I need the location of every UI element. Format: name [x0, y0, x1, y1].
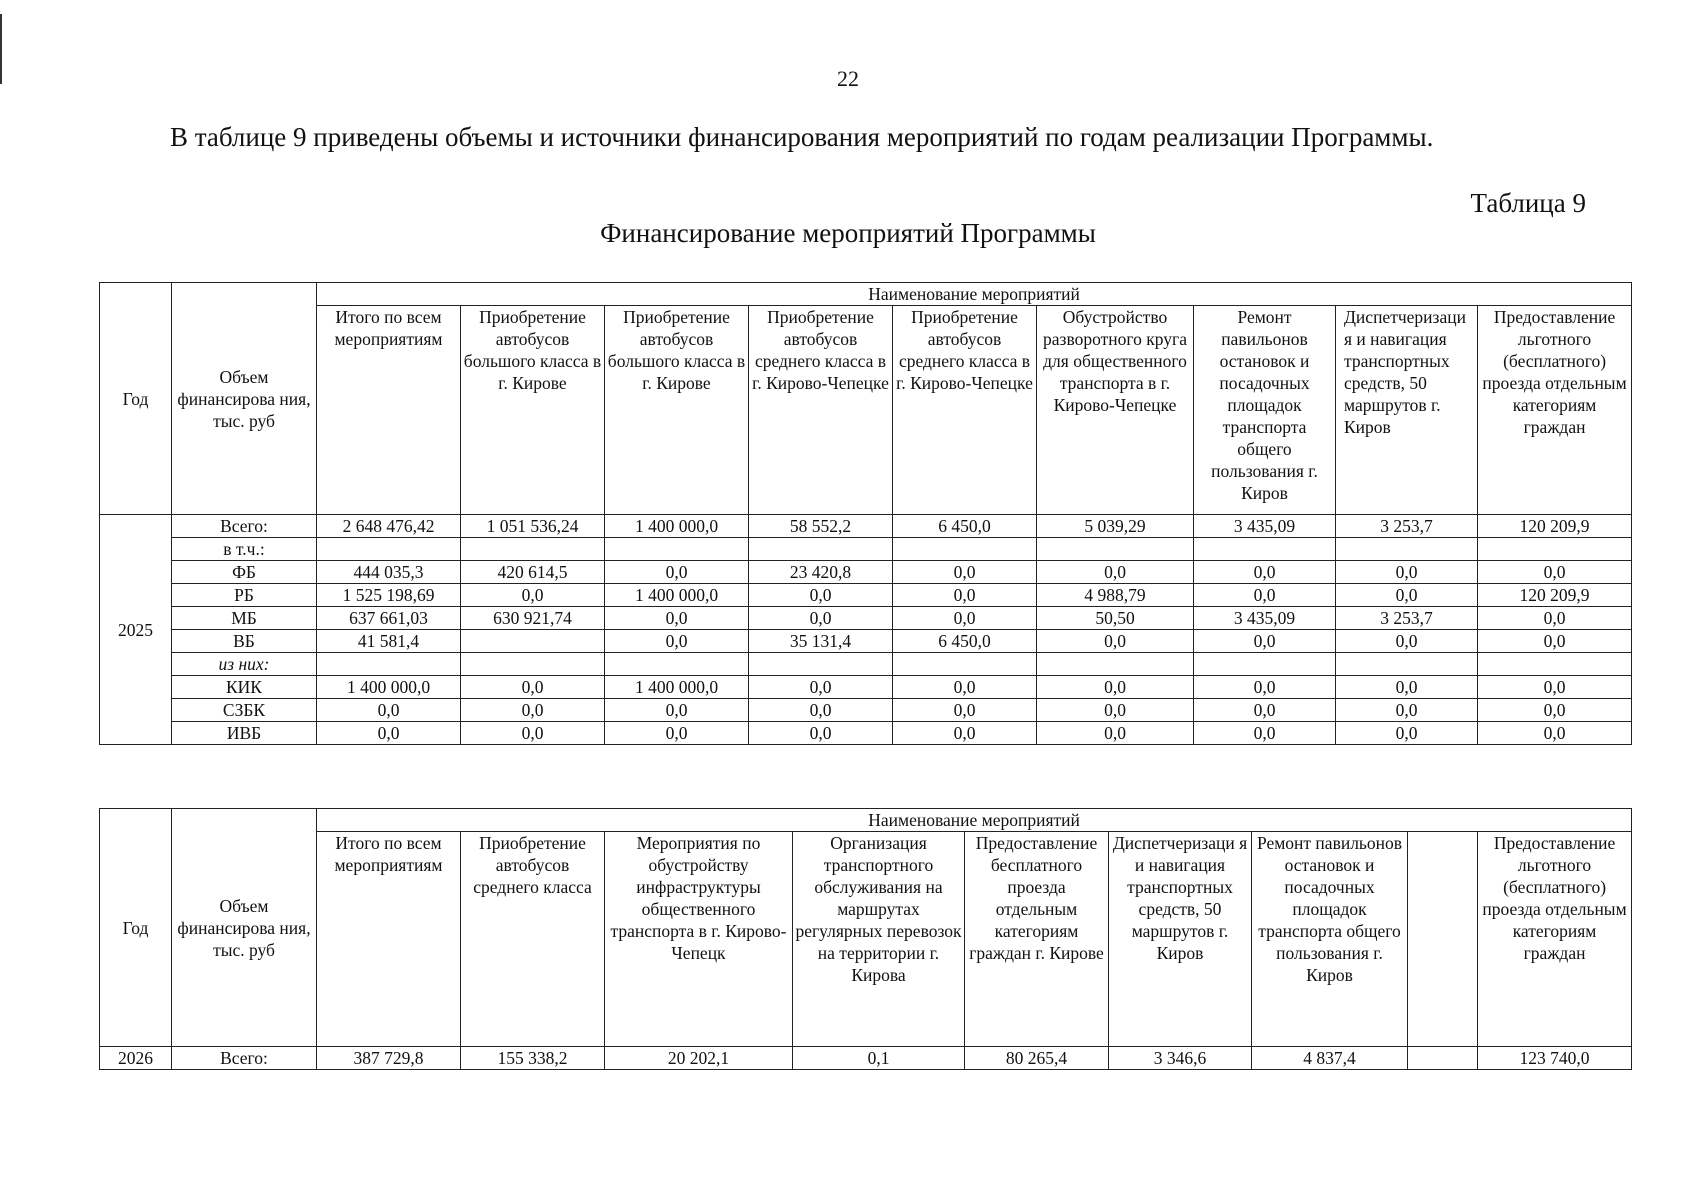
table-row [100, 630, 1632, 653]
table-cell: 6 450,0 [893, 515, 1037, 538]
year-header: Год [100, 809, 172, 1047]
table-cell: 444 035,3 [317, 561, 461, 584]
table-cell: 20 202,1 [605, 1047, 793, 1070]
table-cell [605, 538, 749, 561]
table-cell: 3 435,09 [1194, 515, 1336, 538]
table-cell: 0,0 [893, 676, 1037, 699]
column-header: Предоставление бесплатного проезда отдельным категориям граждан г. Кирове [965, 832, 1109, 1047]
table-cell [317, 653, 461, 676]
year-cell: 2026 [100, 1047, 172, 1070]
table-cell: 0,0 [1478, 699, 1632, 722]
table-cell: 630 921,74 [461, 607, 605, 630]
table-cell: 637 661,03 [317, 607, 461, 630]
table-cell: 0,0 [1336, 561, 1478, 584]
table-cell [749, 538, 893, 561]
column-header: Предоставление льготного (бесплатного) проезда отдельным категориям граждан [1478, 306, 1632, 515]
column-header: Предоставление льготного (бесплатного) проезда отдельным категориям граждан [1478, 832, 1632, 1047]
table-cell: 0,0 [749, 722, 893, 745]
column-header: Приобретение автобусов большого класса в г. Кирове [605, 306, 749, 515]
table-cell: 0,0 [1037, 630, 1194, 653]
column-header: Приобретение автобусов среднего класса в г. Кирово-Чепецке [893, 306, 1037, 515]
table-cell: 0,0 [1194, 561, 1336, 584]
table-cell: 58 552,2 [749, 515, 893, 538]
table-cell: 0,0 [1336, 584, 1478, 607]
table-cell [1336, 653, 1478, 676]
table-cell: 1 400 000,0 [605, 515, 749, 538]
volume-header: Объем финансирова ния, тыс. руб [172, 283, 317, 515]
table-cell: 4 837,4 [1252, 1047, 1408, 1070]
table-cell: 0,0 [749, 584, 893, 607]
table-cell [317, 538, 461, 561]
column-header: Ремонт павильонов остановок и посадочных площадок транспорта общего пользования г. Киров [1252, 832, 1408, 1047]
table-cell: 0,0 [317, 722, 461, 745]
table-cell: 120 209,9 [1478, 584, 1632, 607]
table-cell [1194, 538, 1336, 561]
column-header: Итого по всем мероприятиям [317, 306, 461, 515]
table-cell: 0,0 [605, 607, 749, 630]
table-cell: 0,0 [1194, 630, 1336, 653]
table-cell [461, 538, 605, 561]
table-cell: 0,0 [605, 630, 749, 653]
table-cell [893, 538, 1037, 561]
table-cell: 0,0 [1194, 584, 1336, 607]
table-cell: 0,0 [1037, 699, 1194, 722]
table-cell: 6 450,0 [893, 630, 1037, 653]
table-cell: 1 400 000,0 [605, 676, 749, 699]
table-cell: 123 740,0 [1478, 1047, 1632, 1070]
table-cell: 0,0 [893, 584, 1037, 607]
column-header: Приобретение автобусов среднего класса [461, 832, 605, 1047]
financing-table-2025 [99, 282, 1632, 745]
intro-paragraph: В таблице 9 приведены объемы и источники финансирования мероприятий по годам реализации Программы. [170, 122, 1434, 152]
table-cell: 0,0 [1194, 676, 1336, 699]
row-label: РБ [172, 584, 317, 607]
table-cell: 0,0 [1478, 676, 1632, 699]
table-cell [605, 653, 749, 676]
table-cell [749, 653, 893, 676]
column-header: Итого по всем мероприятиям [317, 832, 461, 1047]
table-cell: 0,0 [1336, 630, 1478, 653]
table-cell: 120 209,9 [1478, 515, 1632, 538]
page-number: 22 [837, 66, 859, 91]
year-cell: 2025 [100, 515, 172, 745]
table-cell: 0,0 [317, 699, 461, 722]
column-header: Обустройство разворотного круга для общественного транспорта в г. Кирово-Чепецке [1037, 306, 1194, 515]
table-cell: 3 435,09 [1194, 607, 1336, 630]
table-cell: 0,0 [1336, 676, 1478, 699]
table-cell: 0,0 [605, 722, 749, 745]
table-cell [1478, 653, 1632, 676]
table-cell [1037, 538, 1194, 561]
table-label: Таблица 9 [1470, 188, 1586, 218]
year-header: Год [100, 283, 172, 515]
table-row [100, 561, 1632, 584]
table-cell: 387 729,8 [317, 1047, 461, 1070]
table-cell: 80 265,4 [965, 1047, 1109, 1070]
table-cell: 0,0 [893, 561, 1037, 584]
table-cell: 2 648 476,42 [317, 515, 461, 538]
table-cell: 155 338,2 [461, 1047, 605, 1070]
column-header: Приобретение автобусов среднего класса в г. Кирово-Чепецке [749, 306, 893, 515]
table-cell: 3 253,7 [1336, 607, 1478, 630]
row-label: ФБ [172, 561, 317, 584]
table-cell: 0,0 [893, 607, 1037, 630]
table-cell [1336, 538, 1478, 561]
financing-table-2026 [99, 808, 1632, 1070]
volume-header: Объем финансирова ния, тыс. руб [172, 809, 317, 1047]
table-row [100, 699, 1632, 722]
column-header [1408, 832, 1478, 1047]
table-cell: 0,0 [1037, 561, 1194, 584]
table-cell: 0,0 [1037, 722, 1194, 745]
table-cell: 0,0 [461, 584, 605, 607]
table-cell: 0,0 [893, 699, 1037, 722]
table-cell: 0,0 [461, 699, 605, 722]
table-cell: 4 988,79 [1037, 584, 1194, 607]
table-row [100, 653, 1632, 676]
table-cell: 1 400 000,0 [317, 676, 461, 699]
table-cell: 23 420,8 [749, 561, 893, 584]
table-cell [461, 653, 605, 676]
row-label: МБ [172, 607, 317, 630]
table-row [100, 515, 1632, 538]
table-cell [461, 630, 605, 653]
column-header: Мероприятия по обустройству инфраструктуры общественного транспорта в г. Кирово-Чепецк [605, 832, 793, 1047]
row-label: Всего: [172, 1047, 317, 1070]
table-cell: 1 051 536,24 [461, 515, 605, 538]
table-cell: 0,0 [1336, 722, 1478, 745]
column-header: Диспетчеризаци я и навигация транспортных средств, 50 маршрутов г. Киров [1109, 832, 1252, 1047]
table-cell: 0,0 [1478, 607, 1632, 630]
table-cell: 0,0 [749, 699, 893, 722]
table-cell [1478, 538, 1632, 561]
row-label: в т.ч.: [172, 538, 317, 561]
table-cell: 0,0 [1478, 561, 1632, 584]
table-row [100, 722, 1632, 745]
table-cell [1194, 653, 1336, 676]
table-cell [1408, 1047, 1478, 1070]
row-label: ВБ [172, 630, 317, 653]
row-label: Всего: [172, 515, 317, 538]
table-cell: 0,0 [605, 699, 749, 722]
table-cell: 41 581,4 [317, 630, 461, 653]
table-row [100, 584, 1632, 607]
table-cell: 0,0 [749, 676, 893, 699]
table-cell: 0,0 [1194, 722, 1336, 745]
table-cell: 0,0 [893, 722, 1037, 745]
table-cell: 50,50 [1037, 607, 1194, 630]
table-cell: 0,0 [1194, 699, 1336, 722]
column-header: Диспетчеризаци я и навигация транспортных средств, 50 маршрутов г. Киров [1336, 306, 1478, 515]
row-label: ИВБ [172, 722, 317, 745]
table-cell: 1 525 198,69 [317, 584, 461, 607]
row-label: КИК [172, 676, 317, 699]
table-cell [893, 653, 1037, 676]
column-header: Организация транспортного обслуживания на маршрутах регулярных перевозок на территории г. Кирова [793, 832, 965, 1047]
table-cell: 0,0 [1336, 699, 1478, 722]
table-cell: 5 039,29 [1037, 515, 1194, 538]
column-header: Приобретение автобусов большого класса в г. Кирове [461, 306, 605, 515]
table-cell: 0,0 [749, 607, 893, 630]
table-cell: 3 346,6 [1109, 1047, 1252, 1070]
table-row [100, 538, 1632, 561]
row-label: СЗБК [172, 699, 317, 722]
table-cell: 3 253,7 [1336, 515, 1478, 538]
table-cell: 0,0 [1037, 676, 1194, 699]
table-title: Финансирование мероприятий Программы [600, 218, 1096, 248]
table-cell: 0,0 [461, 722, 605, 745]
table-row [100, 607, 1632, 630]
row-label: из них: [172, 653, 317, 676]
activities-group-header: Наименование мероприятий [317, 809, 1632, 832]
table-cell: 35 131,4 [749, 630, 893, 653]
table-cell: 0,0 [1478, 722, 1632, 745]
table-cell: 0,1 [793, 1047, 965, 1070]
activities-group-header: Наименование мероприятий [317, 283, 1632, 306]
table-cell: 1 400 000,0 [605, 584, 749, 607]
table-cell: 0,0 [605, 561, 749, 584]
table-cell: 0,0 [1478, 630, 1632, 653]
table-row [100, 676, 1632, 699]
column-header: Ремонт павильонов остановок и посадочных площадок транспорта общего пользования г. Киров [1194, 306, 1336, 515]
table-cell [1037, 653, 1194, 676]
table-cell: 420 614,5 [461, 561, 605, 584]
table-cell: 0,0 [461, 676, 605, 699]
